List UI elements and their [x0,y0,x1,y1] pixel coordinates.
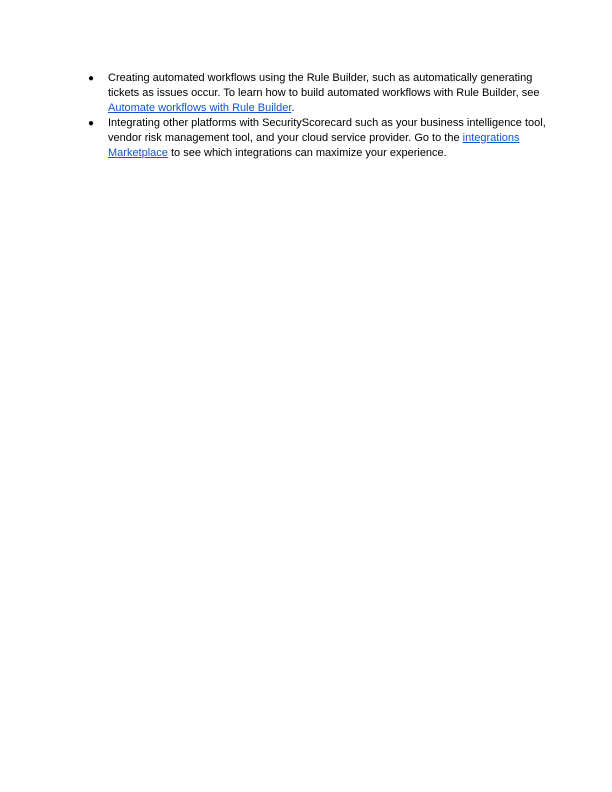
bullet-text: Creating automated workflows using the Rule Builder, such as automatically generating tickets as issues occur. To learn how to build automated workflows with Rule Builder, see [108,72,540,99]
bullet-list [86,71,556,161]
integrations-marketplace-link[interactable]: integrations Marketplace [108,132,520,159]
bullet-text-end: to see which integrations can maximize your experience. [167,147,447,159]
bullet-text-end: . [291,102,295,114]
bullet-text: Integrating other platforms with SecurityScorecard such as your business intelligence tool, vendor risk management tool, and your cloud service provider. Go to the [108,117,546,144]
bullet-marker: ● [87,73,95,84]
list-item [86,116,556,161]
automate-workflows-link[interactable]: Automate workflows with Rule Builder [108,102,292,114]
bullet-marker: ● [87,118,95,129]
list-item [86,71,556,116]
